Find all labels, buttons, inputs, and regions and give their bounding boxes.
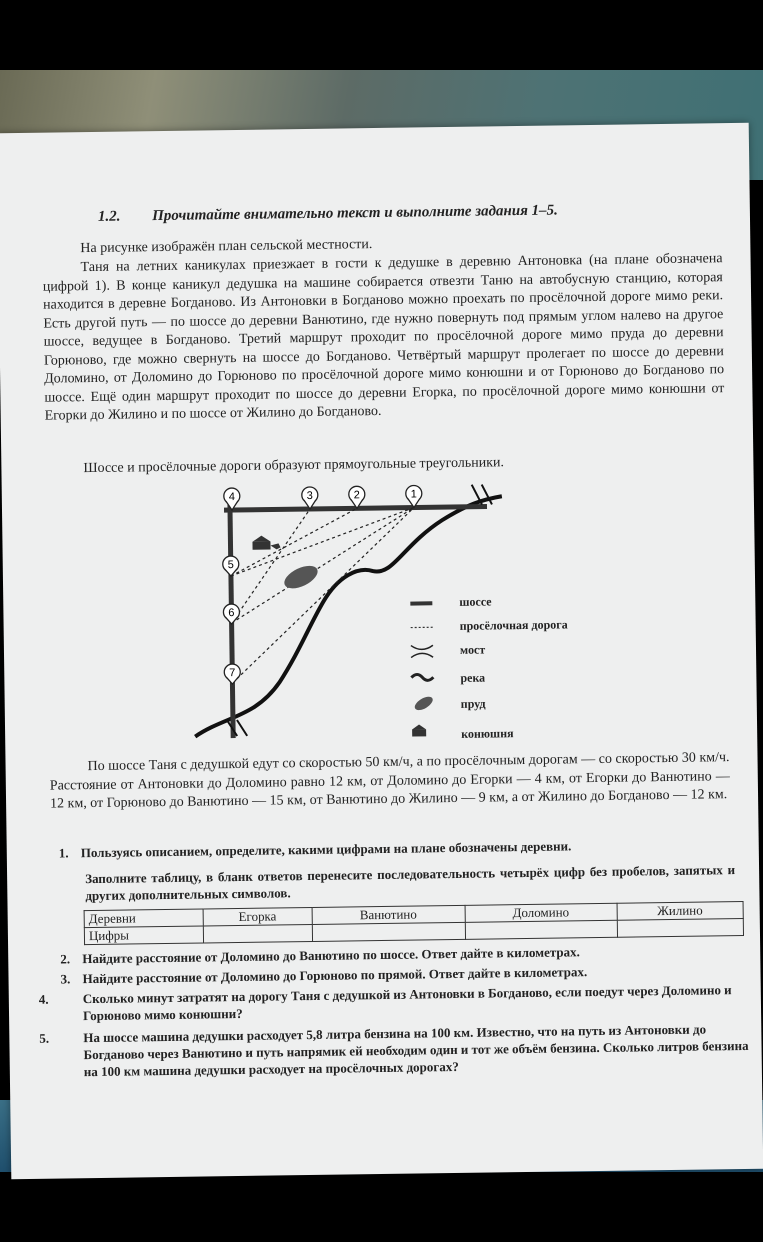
question-3: 3. Найдите расстояние от Доломино до Горюново по прямой. Ответ дайте в километрах. <box>60 964 588 987</box>
question-1-instructions: Заполните таблицу, в бланк ответов перенесите последовательность четырёх цифр без пробелов, запятых и других дополнительных символов. <box>85 862 736 904</box>
answer-cell[interactable] <box>617 918 744 937</box>
legend-pond: пруд <box>460 696 486 711</box>
conditions-paragraph: По шоссе Таня с дедушкой едут со скоростью 50 км/ч, а по просёлочным дорогам — со скоростью 30 км/ч. Расстояние от Антоновки до Доломино равно 12 км, от Доломино до Егорки — 4 км, от Егорки до Ванютино — 12 км, от Горюново до Ванютино — 15 км, от Ванютино до Жилино — 9 км, а от Жилино до Богданово — 12 км. <box>49 750 730 812</box>
question-5: 5. На шоссе машина дедушки расходует 5,8 литра бензина на 100 км. Известно, что на путь из Антоновки до Богданово через Ванютино и путь напрямик ей необходим один и тот же объём бензина. Сколько литров бензина на 100 км машина дедушки расходует на просёлочных дорогах? <box>39 1021 749 1080</box>
intro-paragraph: Таня на летних каникулах приезжает в гости к дедушке в деревню Антоновка (на плане обозначена цифрой 1). В конце каникул дедушка на машине собирается отвезти Таню на автобусную станцию, которая находится в деревне Богданово. Из Антоновки в Богданово можно проехать по просёлочной дороге мимо реки. Есть другой путь — по шоссе до деревни Ванютино, где нужно повернуть под прямым углом налево на другое шоссе, ведущее в Богданово. Третий маршрут проходит по просёлочной дороге мимо пруда до деревни Горюново, где можно свернуть на шоссе до Богданово. Четвёртый маршрут пролегает по шоссе до деревни Доломино, от Доломино до Горюново по просёлочной дороге мимо конюшни и от Горюново до Богданово по шоссе. Ещё один маршрут проходит по шоссе до деревни Егорка, по просёлочной дороге мимо конюшни от Егорки до Жилино и по шоссе от Жилино до Богданово. <box>42 251 725 424</box>
triangles-note: Шоссе и просёлочные дороги образуют прямоугольные треугольники. <box>83 455 505 477</box>
table-cell: Егорка <box>203 907 312 926</box>
stable-icon <box>252 535 280 549</box>
answer-cell[interactable] <box>312 922 465 941</box>
pond-icon <box>281 561 321 593</box>
answer-table <box>84 901 744 945</box>
table-cell: Ванютино <box>312 905 465 924</box>
table-row-header: Цифры <box>84 926 203 945</box>
question-2: 2. Найдите расстояние от Доломино до Ванютино по шоссе. Ответ дайте в километрах. <box>60 944 580 967</box>
map-marker-7 <box>224 664 240 684</box>
bridge-icon <box>227 720 247 736</box>
question-1: 1. Пользуясь описанием, определите, какими цифрами на плане обозначены деревни. <box>58 838 572 861</box>
question-4: 4. Сколько минут затратят на дорогу Таня с дедушкой из Антоновки в Богданово, если поедут через Доломино и Горюново мимо конюшни? <box>38 982 732 1024</box>
legend-symbols <box>408 597 450 748</box>
answer-cell[interactable] <box>465 920 617 939</box>
legend-stable: конюшня <box>461 726 514 741</box>
task-title: Прочитайте внимательно текст и выполните задания 1–5. <box>152 202 558 225</box>
answer-cell[interactable] <box>203 924 312 943</box>
legend-river: река <box>460 670 486 685</box>
worksheet-page <box>0 123 763 1179</box>
svg-text:4: 4 <box>228 491 235 504</box>
map-marker-6 <box>223 604 239 624</box>
map-marker-1 <box>406 485 422 507</box>
table-cell: Жилино <box>617 901 744 920</box>
table-cell: Доломино <box>465 903 617 922</box>
table-row-header: Деревни <box>84 909 203 928</box>
intro-first-line: На рисунке изображён план сельской местности. <box>80 237 373 257</box>
svg-text:1: 1 <box>410 488 417 501</box>
svg-text:3: 3 <box>306 489 313 503</box>
svg-text:6: 6 <box>228 607 235 620</box>
svg-text:7: 7 <box>229 667 236 680</box>
task-number: 1.2. <box>97 208 121 225</box>
svg-text:5: 5 <box>227 559 234 572</box>
map-marker-2 <box>349 486 365 508</box>
legend-bridge: мост <box>459 642 486 657</box>
map-marker-4 <box>224 488 240 510</box>
map-marker-3 <box>302 487 318 509</box>
task-heading <box>98 202 558 225</box>
legend-highway: шоссе <box>459 594 492 609</box>
legend-dirt-road: просёлочная дорога <box>459 617 568 633</box>
dirt-roads <box>227 508 416 684</box>
svg-text:2: 2 <box>353 489 360 502</box>
